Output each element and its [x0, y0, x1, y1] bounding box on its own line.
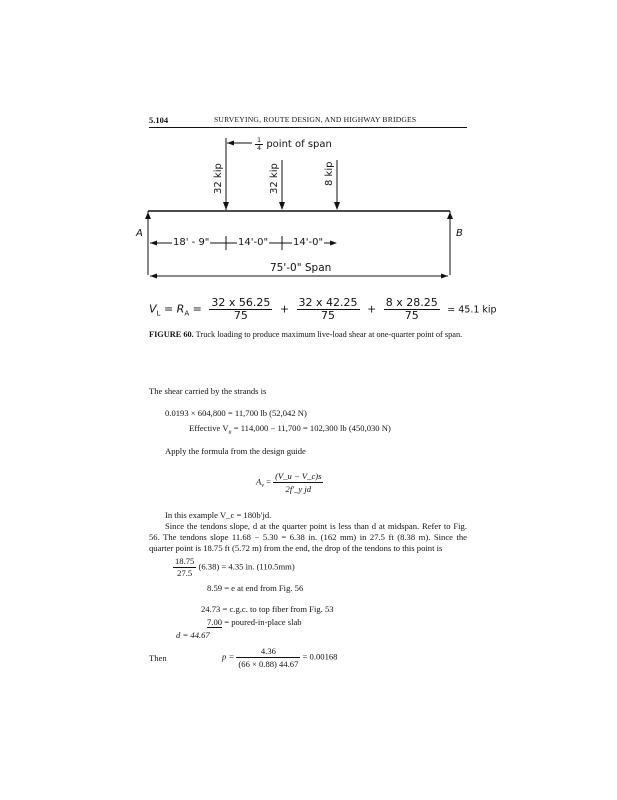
paragraph-strands: The shear carried by the strands is — [149, 386, 267, 396]
quarter-point-text: point of span — [266, 139, 332, 150]
p-rest: = 0.00168 — [302, 651, 338, 662]
shear-equation — [149, 297, 497, 322]
span-label: 75'-0" Span — [270, 262, 332, 274]
term1-num: 32 x 56.25 — [211, 296, 271, 309]
p-den: (66 × 0.88) 44.67 — [238, 659, 299, 669]
line-cgc: 24.73 = c.g.c. to top fiber from Fig. 53 — [201, 604, 334, 614]
support-a-label: A — [136, 228, 143, 239]
av-lhs-sub: v — [261, 483, 264, 490]
arrowhead-dim-left — [150, 241, 157, 246]
dimension-label-3: 14'-0" — [293, 237, 324, 248]
running-title: SURVEYING, ROUTE DESIGN, AND HIGHWAY BRIDGES — [214, 115, 417, 124]
paragraph-tendons: Since the tendons slope, d at the quarter point is less than d at midspan. Refer to Fig. 56. The tendons slope 11.68 − 5.30 = 6.38 in. (162 mm) in 27.5 ft (8.38 m). Since the quarter point is 18.75 ft (5.72 m) from the end, the drop of the tendons to this point is — [149, 521, 467, 553]
arrowhead-dim-right — [330, 241, 337, 246]
p-lhs: p = — [222, 651, 235, 662]
quarter-fraction-num: 1 — [257, 136, 262, 144]
eq-plus-1: + — [279, 302, 290, 316]
drop-rest: (6.38) = 4.35 in. (110.5mm) — [198, 561, 295, 572]
term3-num: 8 x 28.25 — [385, 296, 438, 309]
paragraph-apply-formula: Apply the formula from the design guide — [165, 446, 306, 456]
slab-rest: = poured-in-place slab — [222, 617, 302, 627]
load-label-2: 32 kip — [269, 163, 280, 194]
quarter-fraction-den: 4 — [257, 143, 262, 152]
caption-label: FIGURE 60. — [149, 330, 194, 339]
equation-drop — [173, 556, 295, 579]
load-label-3: 8 kip — [324, 161, 335, 186]
equation-effective-vu — [189, 423, 391, 436]
eq-vl: V — [149, 302, 157, 316]
support-b-label: B — [456, 228, 463, 239]
caption-text: Truck loading to produce maximum live-load shear at one-quarter point of span. — [195, 330, 463, 339]
quarter-point-label — [255, 137, 332, 151]
eq2-prefix: Effective V — [189, 423, 229, 433]
drop-den: 27.5 — [177, 568, 193, 578]
eq-ra: R — [176, 302, 185, 316]
arrowhead-load-1 — [223, 202, 229, 210]
arrowhead-reaction-a — [145, 212, 151, 219]
line-slab — [207, 617, 302, 627]
term2-den: 75 — [321, 309, 336, 322]
equation-strand-shear: 0.0193 × 604,800 = 11,700 lb (52,042 N) — [165, 408, 307, 418]
arrowhead-span-right — [441, 274, 448, 279]
eq2-sub: u — [228, 429, 232, 436]
arrowhead-load-2 — [279, 202, 285, 210]
page-number: 5.104 — [149, 115, 169, 125]
term2-num: 32 x 42.25 — [298, 296, 358, 309]
av-eq: = — [266, 476, 271, 487]
term1-den: 75 — [233, 309, 248, 322]
eq-plus-2: + — [367, 302, 377, 316]
eq-equals-2: = — [192, 302, 202, 316]
eq-equals-1: = — [163, 302, 174, 316]
eq-ra-sub: A — [184, 309, 190, 318]
figure-caption — [149, 329, 465, 340]
dimension-label-2: 14'-0" — [238, 237, 269, 248]
term3-den: 75 — [404, 309, 419, 322]
slab-value: 7.00 — [207, 617, 223, 627]
arrowhead-span-left — [150, 274, 157, 279]
p-num: 4.36 — [236, 645, 300, 658]
arrowhead-load-3 — [334, 202, 340, 210]
equation-p — [222, 645, 337, 670]
av-den: 2f′_y jd — [285, 484, 312, 494]
av-num: (V_u − V_c)s — [275, 471, 322, 481]
then-label: Then — [149, 653, 167, 663]
av-lhs: A — [256, 476, 262, 487]
dimension-label-1: 18' - 9" — [173, 237, 210, 248]
arrowhead-quarter — [227, 141, 234, 146]
eq-vl-sub: L — [156, 309, 161, 318]
drop-num: 18.75 — [175, 556, 195, 566]
line-d: d = 44.67 — [176, 630, 210, 640]
equation-av — [256, 470, 323, 495]
paragraph-example: In this example V_c = 180b′jd. — [165, 510, 272, 520]
eq2-rest: = 114,000 − 11,700 = 102,300 lb (450,030 N) — [231, 423, 391, 433]
arrowhead-reaction-b — [447, 212, 453, 219]
eq-result: = 45.1 kip — [447, 304, 497, 316]
load-label-1: 32 kip — [213, 163, 224, 194]
line-e-at-end: 8.59 = e at end from Fig. 56 — [207, 583, 304, 593]
